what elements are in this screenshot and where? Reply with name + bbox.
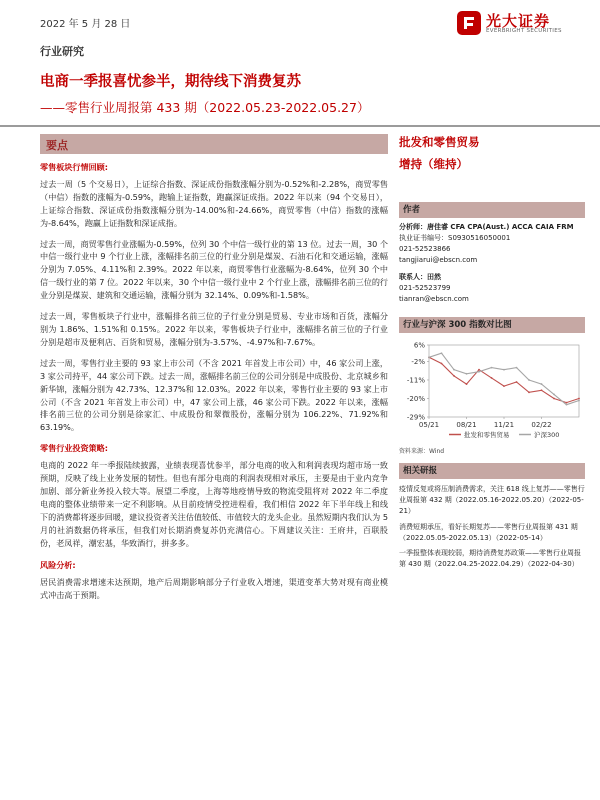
- x-tick-label: 11/21: [493, 421, 515, 429]
- index-comparison-chart: [399, 339, 585, 457]
- rating-value: 增持（维持）: [399, 157, 468, 171]
- plot-frame: [429, 345, 579, 417]
- chart-heading: 行业与沪深 300 指数对比图: [399, 317, 585, 333]
- series-point-0: [441, 363, 443, 365]
- logo-english-text: EVERBRIGHT SECURITIES: [486, 28, 562, 34]
- market-review-paragraph: 过去一周（5 个交易日），上证综合指数、深证成份指数涨幅分别为-0.52%和-2.28%，商贸零售（中信）指数的涨幅为-0.59%，跑输上证指数，跑赢深证成指。2022 年以来（94 个交易日），上证综合指数、深证成份指数涨幅分别为-14.00%和-24.66%，商贸零售（中信）指数的涨幅为-8.64%，跑赢上证指数和深证成指。: [40, 178, 388, 228]
- series-point-1: [453, 369, 455, 371]
- strategy-heading: 零售行业投资策略:: [40, 443, 108, 454]
- x-tick-label: 02/22: [531, 421, 552, 429]
- risk-heading: 风险分析:: [40, 560, 76, 571]
- analyst-line: [399, 222, 585, 233]
- rating-industry: 批发和零售贸易: [399, 135, 480, 149]
- series-point-0: [491, 377, 493, 379]
- x-tick-label: 05/21: [418, 421, 440, 429]
- series-line-1: [429, 353, 579, 405]
- series-point-1: [503, 369, 505, 371]
- y-tick-label: -11%: [406, 376, 425, 385]
- strategy-paragraph: 电商的 2022 年一季报陆续披露，业绩表现喜忧参半，部分电商的收入和利润表现均超市场一致预期，反映了线上业务发展的韧性。但也有部分电商的利润表现相对承压，主要是由于业内竞争加剧、部分新业务投入较大等。展望二季度，上海等地疫情导致的物流受阻将对 2022 年二季度电商的整体业绩带来一定不利影响。从目前疫情受控进程看，我们相信 2022 年下半年线上和线下的消费都将逐步回暖，建议投资者关注估值较低、市值较大的龙头企业。虽然短期内我们认为 5 月的社消数据仍将承压，但我们对长期消费复苏仍充满信心。下周建议关注：王府井，百联股份，老凤祥，潮宏基，华致酒行，拼多多。: [40, 460, 388, 548]
- series-point-1: [578, 400, 580, 402]
- series-point-1: [541, 383, 543, 385]
- y-tick-label: -20%: [406, 394, 425, 403]
- series-point-0: [503, 385, 505, 387]
- series-point-0: [566, 402, 568, 404]
- report-date: 2022 年 5 月 28 日: [40, 19, 131, 30]
- market-review-heading: 零售板块行情回顾:: [40, 162, 108, 172]
- legend-label: 沪深300: [534, 431, 560, 439]
- series-point-0: [478, 369, 480, 371]
- series-point-1: [528, 379, 530, 381]
- related-reports-heading: 相关研报: [399, 463, 585, 479]
- y-tick-label: -29%: [406, 413, 425, 422]
- series-point-0: [453, 375, 455, 377]
- series-point-1: [516, 367, 518, 369]
- series-point-0: [578, 398, 580, 400]
- author-info: [399, 222, 585, 305]
- analyst-phone: 021-52523866: [399, 245, 451, 253]
- y-tick-label: 6%: [413, 341, 425, 350]
- key-points-bar: [40, 134, 388, 154]
- legend-label: 批发和零售贸易: [464, 431, 510, 439]
- market-review-paragraph: 过去一周，商贸零售行业涨幅为-0.59%，位列 30 个中信一级行业的第 13 位。过去一周，30 个中信一级行业中 9 个行业上涨，涨幅排名前三位的行业分别是煤炭、石油石化和交通运输，涨幅分别为 7.05%、4.11%和 2.39%。2022 年以来，商贸零售行业涨幅为-8.64%，位列 30 个中信一级行业的第 7 位。2022 年以来，30 个中信一级行业中 2 个行业上涨，涨幅排名前三位的行业分别是煤炭、建筑和交通运输，涨幅分别为 32.14%、0.09%和-1.58%。: [40, 238, 389, 301]
- series-point-1: [428, 356, 430, 358]
- report-subtitle: ——零售行业周报第 433 期（2022.05.23-2022.05.27）: [40, 100, 370, 115]
- series-point-1: [478, 371, 480, 373]
- series-point-0: [553, 398, 555, 400]
- related-report-item[interactable]: 一季报整体表现较弱，期待消费复苏政策——零售行业周报第 430 期（2022.04.25-2022.04.29）（2022-04-30）: [399, 549, 581, 569]
- report-title: 电商一季报喜忧参半，期待线下消费复苏: [40, 74, 301, 90]
- market-review-paragraph: 过去一周，零售板块子行业中，涨幅排名前三位的子行业分别是贸易、专业市场和百货，涨幅分别为 1.86%、1.51%和 0.15%。2022 年以来，零售板块子行业中，涨幅排名前三位的子行业分别是超市及便利店、百货和贸易，涨幅分别为-3.57%、-4.97%和-7.67%。: [40, 311, 388, 347]
- broker-logo: [456, 10, 586, 36]
- contact-phone: 021-52523799: [399, 284, 451, 292]
- series-point-0: [466, 383, 468, 385]
- report-category: 行业研究: [40, 45, 84, 58]
- y-tick-label: -2%: [411, 357, 425, 366]
- risk-paragraph: 居民消费需求增速未达预期，地产后周期影响部分子行业收入增速，渠道变革大势对现有商业模式冲击高于预期。: [40, 577, 388, 601]
- logo-mark-icon: [456, 10, 482, 36]
- header-divider: [0, 125, 600, 127]
- author-heading: 作者: [399, 202, 585, 218]
- related-report-item[interactable]: 疫情反复或将压制消费需求，关注 618 线上复苏——零售行业周报第 432 期（2022.05.16-2022.05.20）（2022-05-21）: [399, 485, 585, 516]
- series-point-1: [553, 393, 555, 395]
- analyst-label: 分析师：: [399, 223, 427, 231]
- market-review-paragraph: 过去一周，零售行业主要的 93 家上市公司（不含 2021 年首发上市公司）中，46 家公司上涨，3 家公司持平，44 家公司下跌。过去一周，涨幅排名前三位的公司分别是中成股份、北京城乡和新华锦，涨幅分别为 42.73%、12.37%和 12.03%。2022 年以来，零售行业主要的 93 家上市公司（不含 2021 年首发上市公司）中，47 家公司上涨，46 家公司下跌。2022 年以来，涨幅排名前三位的公司分别是徐家汇、中成股份和翠微股份，涨幅分别为 106.22%、71.92%和 63.19%。: [40, 357, 388, 433]
- key-points-title: 要点: [46, 139, 68, 152]
- main-content: [40, 161, 388, 610]
- chart-source: 资料来源：Wind: [399, 448, 445, 455]
- analyst-name: 唐佳睿 CFA CPA(Aust.) ACCA CAIA FRM: [427, 223, 574, 231]
- sidebar: [399, 134, 585, 574]
- license-number: 执业证书编号：S0930516050001: [399, 234, 511, 242]
- series-point-0: [516, 381, 518, 383]
- chart-svg: [399, 339, 585, 457]
- series-point-0: [541, 389, 543, 391]
- contact-label: 联系人：: [399, 273, 427, 281]
- series-point-0: [528, 391, 530, 393]
- contact-name: 田然: [427, 273, 441, 281]
- series-point-1: [566, 404, 568, 406]
- related-reports-list: [399, 484, 585, 570]
- contact-email[interactable]: tianran@ebscn.com: [399, 295, 469, 303]
- series-point-1: [441, 352, 443, 354]
- contact-line: [399, 272, 585, 283]
- analyst-email[interactable]: tangjiarui@ebscn.com: [399, 256, 478, 264]
- series-point-1: [491, 367, 493, 369]
- series-point-1: [466, 373, 468, 375]
- logo-text: 光大证券: [486, 12, 551, 30]
- x-tick-label: 08/21: [456, 421, 477, 429]
- related-report-item[interactable]: 消费短期承压，看好长期复苏——零售行业周报第 431 期（2022.05.05-2022.05.13）（2022-05-14）: [399, 522, 578, 542]
